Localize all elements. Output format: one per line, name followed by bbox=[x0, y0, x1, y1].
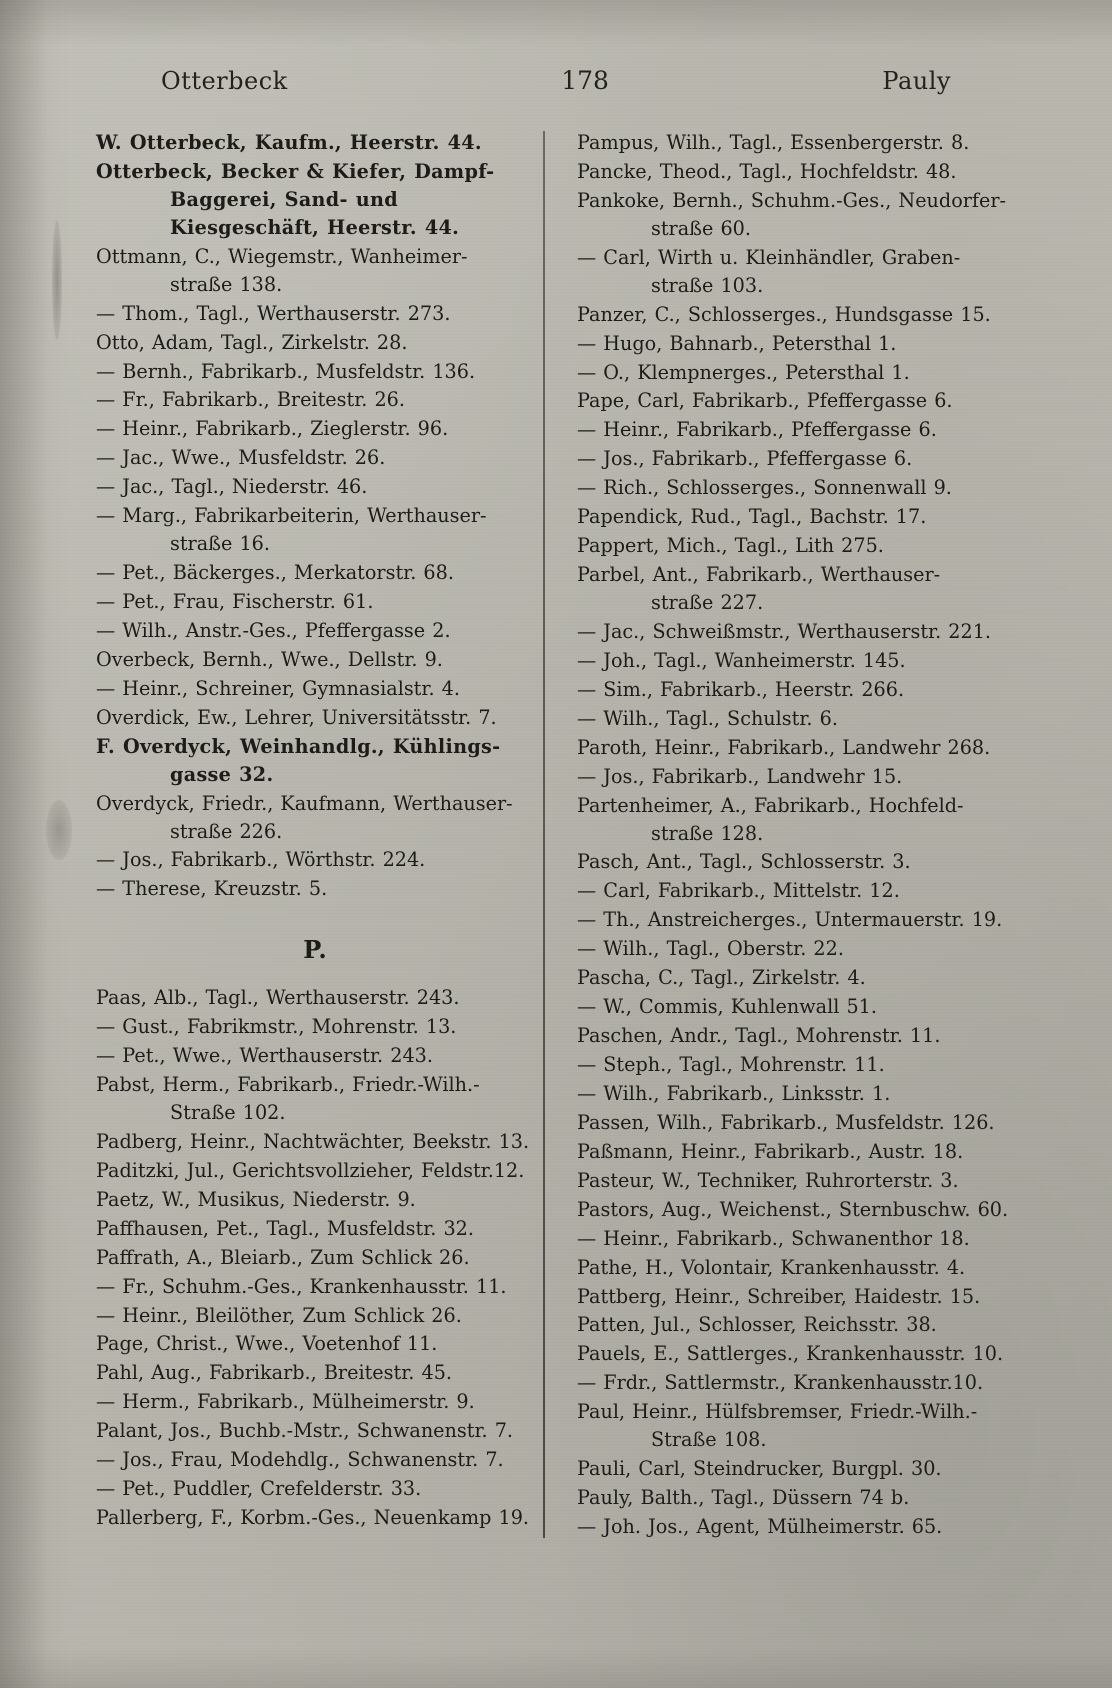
directory-entry bbox=[577, 1254, 1016, 1282]
entry-text: Pasteur, W., Techniker, Ruhrorterstr. 3. bbox=[577, 1168, 959, 1192]
directory-entry bbox=[577, 1311, 1016, 1339]
directory-entry bbox=[577, 532, 1016, 560]
entry-text: — Th., Anstreicherges., Untermauerstr. 19. bbox=[577, 908, 1003, 932]
directory-entry bbox=[577, 705, 1016, 733]
entry-text: — Pet., Frau, Fischerstr. 61. bbox=[96, 590, 374, 613]
entry-continuation: straße 227. bbox=[651, 591, 764, 614]
entry-text: — Marg., Fabrikarbeiterin, Werthauser- bbox=[96, 504, 487, 528]
directory-entry bbox=[577, 1513, 1016, 1541]
directory-entry bbox=[96, 984, 535, 1012]
entry-text: — Joh. Jos., Agent, Mülheimerstr. 65. bbox=[577, 1515, 943, 1538]
entry-text: — Fr., Fabrikarb., Breitestr. 26. bbox=[96, 388, 405, 412]
entry-text: — Steph., Tagl., Mohrenstr. 11. bbox=[577, 1053, 885, 1076]
entry-text: Paetz, W., Musikus, Niederstr. 9. bbox=[96, 1187, 416, 1211]
directory-entry bbox=[577, 359, 1016, 387]
entry-text: Padberg, Heinr., Nachtwächter, Beekstr. 13. bbox=[96, 1129, 530, 1153]
directory-entry bbox=[577, 1196, 1016, 1224]
entry-text: — Heinr., Fabrikarb., Pfeffergasse 6. bbox=[577, 418, 937, 442]
page-content bbox=[96, 66, 1016, 1542]
column-divider-rule bbox=[543, 131, 545, 1538]
directory-entry bbox=[577, 935, 1016, 963]
entry-text: W. Otterbeck, Kaufm., Heerstr. 44. bbox=[96, 131, 482, 154]
directory-entry bbox=[577, 1225, 1016, 1253]
directory-entry bbox=[96, 444, 535, 472]
directory-entry bbox=[96, 1128, 535, 1156]
right-column bbox=[549, 129, 1016, 1542]
directory-entry bbox=[577, 993, 1016, 1021]
directory-entry bbox=[96, 1215, 535, 1243]
entry-text: Patten, Jul., Schlosser, Reichsstr. 38. bbox=[577, 1313, 937, 1337]
directory-entry bbox=[96, 415, 535, 443]
directory-entry bbox=[577, 1340, 1016, 1368]
entry-text: Paßmann, Heinr., Fabrikarb., Austr. 18. bbox=[577, 1139, 964, 1163]
directory-entry bbox=[577, 1080, 1016, 1108]
directory-entry bbox=[96, 1244, 535, 1272]
entry-text: Overbeck, Bernh., Wwe., Dellstr. 9. bbox=[96, 647, 443, 671]
directory-entry bbox=[96, 1330, 535, 1358]
directory-entry bbox=[96, 704, 535, 732]
directory-entry bbox=[577, 1455, 1016, 1483]
entry-text: Pampus, Wilh., Tagl., Essenbergerstr. 8. bbox=[577, 131, 970, 154]
entry-text: — Carl, Fabrikarb., Mittelstr. 12. bbox=[577, 879, 900, 903]
entry-text: — Jos., Frau, Modehdlg., Schwanenstr. 7. bbox=[96, 1448, 504, 1472]
directory-entry bbox=[96, 386, 535, 414]
directory-entry bbox=[577, 792, 1016, 848]
entry-text: — Pet., Wwe., Werthauserstr. 243. bbox=[96, 1044, 433, 1068]
directory-entry bbox=[96, 243, 535, 299]
entry-text: Paffhausen, Pet., Tagl., Musfeldstr. 32. bbox=[96, 1216, 474, 1240]
entry-text: — Therese, Kreuzstr. 5. bbox=[96, 877, 328, 901]
entry-text: — Jos., Fabrikarb., Landwehr 15. bbox=[577, 764, 903, 788]
directory-entry bbox=[96, 129, 535, 157]
entry-text: — Jac., Tagl., Niederstr. 46. bbox=[96, 475, 368, 499]
directory-entry bbox=[96, 1446, 535, 1474]
entry-text: Pahl, Aug., Fabrikarb., Breitestr. 45. bbox=[96, 1361, 452, 1385]
directory-entry bbox=[577, 187, 1016, 243]
entry-text: F. Overdyck, Weinhandlg., Kühlings- bbox=[96, 734, 501, 758]
directory-entry bbox=[577, 129, 1016, 157]
directory-entry bbox=[96, 1013, 535, 1041]
directory-entry bbox=[96, 1042, 535, 1070]
entry-text: — Thom., Tagl., Werthauserstr. 273. bbox=[96, 301, 451, 325]
directory-entry bbox=[96, 1157, 535, 1185]
entry-text: — Wilh., Anstr.-Ges., Pfeffergasse 2. bbox=[96, 618, 451, 642]
entry-text: — Heinr., Schreiner, Gymnasialstr. 4. bbox=[96, 676, 460, 700]
entry-text: Page, Christ., Wwe., Voetenhof 11. bbox=[96, 1332, 438, 1356]
directory-entry bbox=[577, 1369, 1016, 1397]
entry-text: — W., Commis, Kuhlenwall 51. bbox=[577, 995, 877, 1019]
directory-entry bbox=[577, 561, 1016, 617]
entry-text: — Joh., Tagl., Wanheimerstr. 145. bbox=[577, 648, 906, 672]
entry-text: — Carl, Wirth u. Kleinhändler, Graben- bbox=[577, 245, 961, 269]
directory-entry bbox=[577, 1484, 1016, 1512]
directory-entry bbox=[96, 329, 535, 357]
entry-text: Overdick, Ew., Lehrer, Universitätsstr. 7. bbox=[96, 705, 497, 729]
entry-text: Pauly, Balth., Tagl., Düssern 74 b. bbox=[577, 1486, 910, 1510]
directory-entry bbox=[577, 1167, 1016, 1195]
entry-continuation: straße 226. bbox=[170, 819, 283, 843]
entry-continuation: straße 103. bbox=[651, 273, 764, 297]
entry-text: Paschen, Andr., Tagl., Mohrenstr. 11. bbox=[577, 1024, 941, 1048]
entry-text: — Wilh., Tagl., Schulstr. 6. bbox=[577, 706, 838, 730]
directory-entry bbox=[577, 877, 1016, 905]
directory-entry bbox=[96, 1186, 535, 1214]
entry-text: Pancke, Theod., Tagl., Hochfeldstr. 48. bbox=[577, 159, 957, 183]
two-column-body bbox=[96, 129, 1016, 1542]
directory-entry bbox=[96, 1302, 535, 1330]
entry-text: Paffrath, A., Bleiarb., Zum Schlick 26. bbox=[96, 1245, 470, 1269]
left-column-entries bbox=[96, 129, 535, 903]
directory-entry bbox=[577, 1138, 1016, 1166]
entry-text: — Jos., Fabrikarb., Pfeffergasse 6. bbox=[577, 447, 913, 471]
paper-blemish bbox=[52, 220, 62, 340]
directory-entry bbox=[577, 763, 1016, 791]
entry-continuation: straße 128. bbox=[651, 821, 764, 845]
directory-entry bbox=[96, 158, 535, 242]
directory-entry bbox=[577, 647, 1016, 675]
directory-entry bbox=[96, 733, 535, 789]
directory-entry bbox=[577, 1283, 1016, 1311]
entry-text: Paditzki, Jul., Gerichtsvollzieher, Feldstr.12. bbox=[96, 1158, 525, 1182]
running-head bbox=[161, 66, 951, 95]
left-column-entries-p bbox=[96, 984, 535, 1532]
directory-entry bbox=[577, 964, 1016, 992]
entry-text: Paas, Alb., Tagl., Werthauserstr. 243. bbox=[96, 986, 460, 1010]
entry-text: — Fr., Schuhm.-Ges., Krankenhausstr. 11. bbox=[96, 1274, 507, 1298]
entry-text: Papendick, Rud., Tagl., Bachstr. 17. bbox=[577, 505, 927, 529]
directory-entry bbox=[96, 473, 535, 501]
directory-entry bbox=[96, 1273, 535, 1301]
directory-entry bbox=[577, 445, 1016, 473]
directory-entry bbox=[577, 1051, 1016, 1079]
running-head-right: Pauly bbox=[882, 67, 951, 95]
directory-entry bbox=[96, 1475, 535, 1503]
entry-text: — Jac., Schweißmstr., Werthauserstr. 221. bbox=[577, 619, 992, 643]
entry-text: Pauli, Carl, Steindrucker, Burgpl. 30. bbox=[577, 1457, 942, 1481]
directory-entry bbox=[577, 244, 1016, 300]
entry-text: Parbel, Ant., Fabrikarb., Werthauser- bbox=[577, 563, 941, 587]
entry-text: — Frdr., Sattlermstr., Krankenhausstr.10. bbox=[577, 1371, 984, 1395]
entry-text: — Herm., Fabrikarb., Mülheimerstr. 9. bbox=[96, 1390, 475, 1414]
entry-text: — O., Klempnerges., Petersthal 1. bbox=[577, 360, 910, 384]
entry-text: Paul, Heinr., Hülfsbremser, Friedr.-Wilh.- bbox=[577, 1400, 978, 1424]
entry-text: Partenheimer, A., Fabrikarb., Hochfeld- bbox=[577, 793, 964, 817]
directory-entry bbox=[96, 1388, 535, 1416]
entry-text: Pattberg, Heinr., Schreiber, Haidestr. 15. bbox=[577, 1284, 981, 1308]
directory-entry bbox=[577, 618, 1016, 646]
entry-text: Pathe, H., Volontair, Krankenhausstr. 4. bbox=[577, 1255, 966, 1279]
page-bottom-shadow bbox=[0, 1648, 1112, 1688]
entry-text: Pastors, Aug., Weichenst., Sternbuschw. 60. bbox=[577, 1197, 1009, 1221]
directory-entry bbox=[96, 1359, 535, 1387]
entry-continuation: straße 60. bbox=[651, 216, 751, 240]
entry-text: Pabst, Herm., Fabrikarb., Friedr.-Wilh.- bbox=[96, 1073, 480, 1097]
directory-entry bbox=[577, 848, 1016, 876]
entry-text: Palant, Jos., Buchb.-Mstr., Schwanenstr. 7. bbox=[96, 1419, 514, 1443]
entry-text: Pallerberg, F., Korbm.-Ges., Neuenkamp 19. bbox=[96, 1506, 529, 1530]
entry-text: Pasch, Ant., Tagl., Schlosserstr. 3. bbox=[577, 850, 911, 874]
directory-entry bbox=[96, 646, 535, 674]
page-gutter-shadow bbox=[0, 0, 70, 1688]
directory-entry bbox=[96, 846, 535, 874]
entry-continuation: gasse 32. bbox=[170, 762, 274, 786]
entry-text: Overdyck, Friedr., Kaufmann, Werthauser- bbox=[96, 791, 513, 815]
directory-entry bbox=[96, 502, 535, 558]
directory-entry bbox=[96, 790, 535, 846]
directory-entry bbox=[577, 1022, 1016, 1050]
entry-text: — Gust., Fabrikmstr., Mohrenstr. 13. bbox=[96, 1015, 457, 1039]
entry-text: — Heinr., Fabrikarb., Zieglerstr. 96. bbox=[96, 417, 449, 441]
directory-entry bbox=[577, 474, 1016, 502]
directory-entry bbox=[577, 676, 1016, 704]
entry-continuation: Baggerei, Sand- und Kiesgeschäft, Heerstr. 44. bbox=[170, 187, 460, 239]
entry-text: — Wilh., Tagl., Oberstr. 22. bbox=[577, 937, 844, 961]
entry-continuation: straße 138. bbox=[170, 272, 283, 296]
directory-entry bbox=[577, 906, 1016, 934]
directory-entry bbox=[577, 734, 1016, 762]
entry-text: Ottmann, C., Wiegemstr., Wanheimer- bbox=[96, 244, 468, 268]
directory-entry bbox=[96, 675, 535, 703]
directory-entry bbox=[96, 300, 535, 328]
paper-blemish bbox=[46, 800, 72, 860]
directory-entry bbox=[577, 330, 1016, 358]
entry-text: — Hugo, Bahnarb., Petersthal 1. bbox=[577, 331, 897, 355]
directory-entry bbox=[577, 416, 1016, 444]
directory-entry bbox=[577, 1398, 1016, 1454]
entry-text: Pauels, E., Sattlerges., Krankenhausstr. 10. bbox=[577, 1342, 1004, 1366]
entry-continuation: straße 16. bbox=[170, 532, 270, 556]
entry-text: — Jac., Wwe., Musfeldstr. 26. bbox=[96, 446, 386, 470]
directory-entry bbox=[96, 1417, 535, 1445]
directory-entry bbox=[96, 617, 535, 645]
entry-text: Passen, Wilh., Fabrikarb., Musfeldstr. 126. bbox=[577, 1110, 995, 1134]
directory-entry bbox=[96, 588, 535, 616]
entry-text: — Pet., Bäckerges., Merkatorstr. 68. bbox=[96, 561, 454, 585]
entry-text: Pape, Carl, Fabrikarb., Pfeffergasse 6. bbox=[577, 389, 953, 413]
directory-entry bbox=[96, 1504, 535, 1532]
entry-text: — Wilh., Fabrikarb., Linksstr. 1. bbox=[577, 1081, 891, 1105]
directory-entry bbox=[96, 1071, 535, 1127]
entry-text: Paroth, Heinr., Fabrikarb., Landwehr 268. bbox=[577, 735, 991, 759]
left-column bbox=[96, 129, 549, 1542]
entry-text: — Jos., Fabrikarb., Wörthstr. 224. bbox=[96, 848, 426, 872]
directory-entry bbox=[577, 387, 1016, 415]
page-number: 178 bbox=[561, 66, 609, 95]
page-top-shadow bbox=[0, 0, 1112, 46]
directory-entry bbox=[577, 301, 1016, 329]
directory-entry bbox=[577, 503, 1016, 531]
entry-text: Pankoke, Bernh., Schuhm.-Ges., Neudorfer- bbox=[577, 188, 1007, 212]
entry-continuation: Straße 108. bbox=[651, 1428, 767, 1452]
entry-continuation: Straße 102. bbox=[170, 1100, 286, 1124]
directory-entry bbox=[96, 358, 535, 386]
directory-entry bbox=[577, 158, 1016, 186]
entry-text: Pappert, Mich., Tagl., Lith 275. bbox=[577, 534, 884, 558]
entry-text: — Sim., Fabrikarb., Heerstr. 266. bbox=[577, 677, 905, 701]
right-column-entries bbox=[577, 129, 1016, 1541]
entry-text: — Rich., Schlosserges., Sonnenwall 9. bbox=[577, 476, 952, 500]
entry-text: Otterbeck, Becker & Kiefer, Dampf- bbox=[96, 159, 495, 183]
entry-text: Otto, Adam, Tagl., Zirkelstr. 28. bbox=[96, 330, 408, 354]
directory-entry bbox=[96, 875, 535, 903]
entry-text: — Heinr., Fabrikarb., Schwanenthor 18. bbox=[577, 1226, 970, 1250]
entry-text: — Heinr., Bleilöther, Zum Schlick 26. bbox=[96, 1303, 462, 1327]
directory-entry bbox=[96, 559, 535, 587]
running-head-left: Otterbeck bbox=[161, 67, 288, 95]
entry-text: — Pet., Puddler, Crefelderstr. 33. bbox=[96, 1477, 422, 1501]
entry-text: — Bernh., Fabrikarb., Musfeldstr. 136. bbox=[96, 359, 476, 383]
entry-text: Panzer, C., Schlosserges., Hundsgasse 15. bbox=[577, 302, 991, 326]
entry-text: Pascha, C., Tagl., Zirkelstr. 4. bbox=[577, 966, 866, 990]
letter-section-heading: P. bbox=[303, 935, 328, 965]
directory-entry bbox=[577, 1109, 1016, 1137]
